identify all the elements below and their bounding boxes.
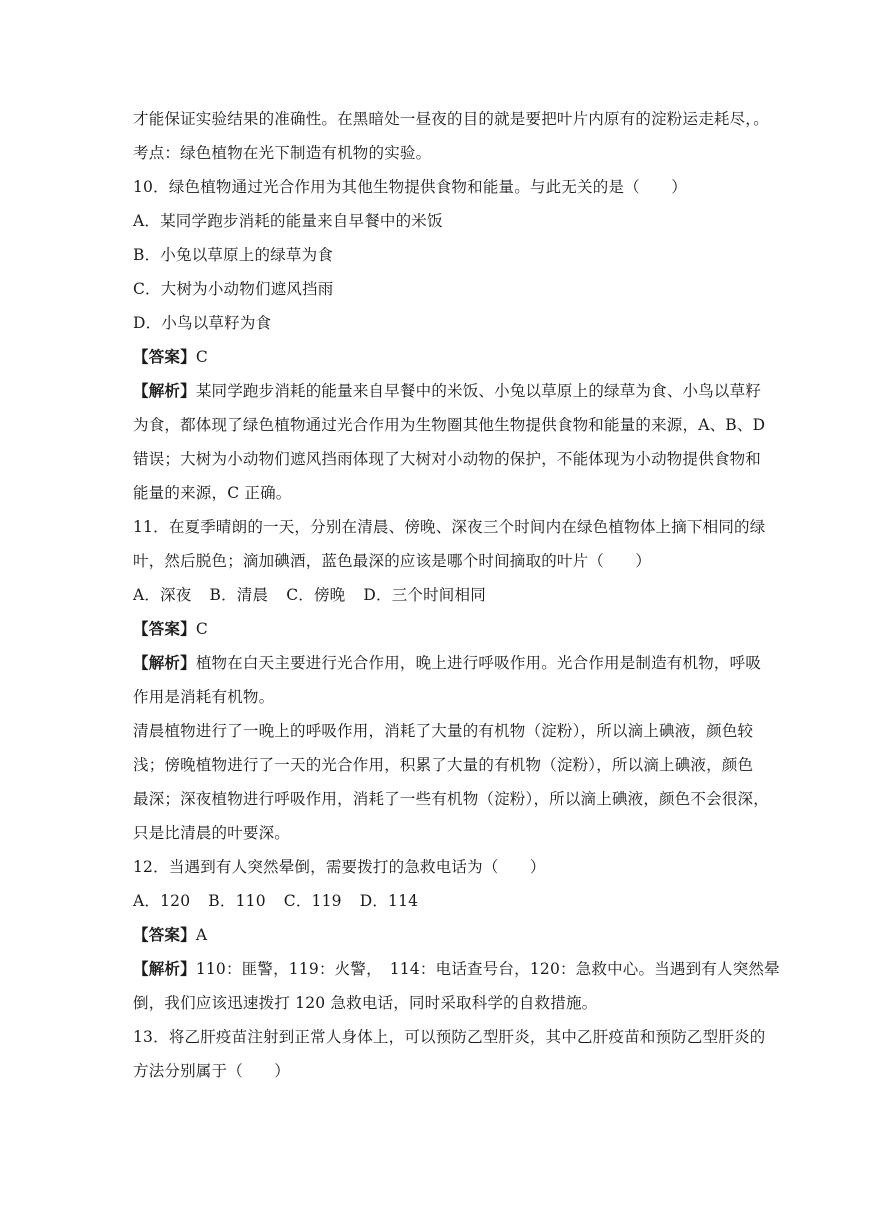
q10-option-c: C．大树为小动物们遮风挡雨 [133,280,334,298]
q13-question: 方法分别属于（ ） [133,1062,291,1080]
q13-question: 13．将乙肝疫苗注射到正常人身体上，可以预防乙型肝炎，其中乙肝疫苗和预防乙型肝炎的 [133,1028,766,1046]
analysis-label: 【解析】 [133,381,196,400]
answer-value: A [195,926,208,944]
q12-answer [133,918,743,952]
answer-value: C [195,348,208,366]
q12-analysis-line [133,952,780,986]
q11-analysis-line: 最深；深夜植物进行呼吸作用，消耗了一些有机物（淀粉），所以滴上碘液，颜色不会很深， [133,790,769,808]
q11-options [133,578,743,612]
q11-analysis-line: 清晨植物进行了一晚上的呼吸作用，消耗了大量的有机物（淀粉），所以滴上碘液，颜色较 [133,722,754,740]
q10-analysis-line: 错误；大树为小动物们遮风挡雨体现了大树对小动物的保护，不能体现为小动物提供食物和 [133,450,762,468]
q10-answer [133,340,743,374]
q11-option-c: C．傍晚 [286,586,346,604]
q10-question: 10．绿色植物通过光合作用为其他生物提供食物和能量。与此无关的是（ ） [133,178,687,196]
q11-option-a: A．深夜 [133,586,192,604]
analysis-text: 植物在白天主要进行光合作用，晚上进行呼吸作用。光合作用是制造有机物，呼吸 [195,654,762,672]
q11-answer [133,612,743,646]
answer-label: 【答案】 [133,619,196,638]
q11-analysis-line: 浅；傍晚植物进行了一天的光合作用，积累了大量的有机物（淀粉），所以滴上碘液，颜色 [133,756,754,774]
analysis-label: 【解析】 [133,959,196,978]
document-page [133,102,780,1088]
kaodian-line: 考点：绿色植物在光下制造有机物的实验。 [133,144,432,162]
q10-analysis-line: 为食，都体现了绿色植物通过光合作用为生物圈其他生物提供食物和能量的来源，A、B、D [133,416,766,434]
q11-analysis-line: 作用是消耗有机物。 [133,688,275,706]
analysis-text: 110：匪警，119：火警， 114：电话查号台，120：急救中心。当遇到有人突然晕 [195,960,780,978]
q12-option-a: A．120 [133,892,191,910]
q10-analysis-line: 能量的来源，C 正确。 [133,484,292,502]
q12-options [133,884,743,918]
analysis-text: 某同学跑步消耗的能量来自早餐中的米饭、小兔以草原上的绿草为食、小鸟以草籽 [195,382,762,400]
q12-question: 12．当遇到有人突然晕倒，需要拨打的急救电话为（ ） [133,858,546,876]
q10-analysis-line [133,374,762,408]
q12-option-d: D．114 [359,892,419,910]
answer-label: 【答案】 [133,925,196,944]
q11-question: 11．在夏季晴朗的一天，分别在清晨、傍晚、深夜三个时间内在绿色植物体上摘下相同的绿 [133,518,766,536]
q11-option-b: B．清晨 [209,586,269,604]
q12-option-b: B．110 [208,892,266,910]
q12-option-c: C．119 [283,892,342,910]
q11-question: 叶，然后脱色；滴加碘酒，蓝色最深的应该是哪个时间摘取的叶片（ ） [133,552,652,570]
q10-option-d: D．小鸟以草籽为食 [133,314,272,332]
text-line: 才能保证实验结果的准确性。在黑暗处一昼夜的目的就是要把叶片内原有的淀粉运走耗尽，。 [133,110,769,128]
q10-option-a: A．某同学跑步消耗的能量来自早餐中的米饭 [133,212,443,230]
analysis-label: 【解析】 [133,653,196,672]
q11-option-d: D．三个时间相同 [363,586,486,604]
q10-option-b: B．小兔以草原上的绿草为食 [133,246,333,264]
q11-analysis-line [133,646,762,680]
answer-label: 【答案】 [133,347,196,366]
q11-analysis-line: 只是比清晨的叶要深。 [133,824,291,842]
answer-value: C [195,620,208,638]
q12-analysis-line: 倒，我们应该迅速拨打 120 急救电话，同时采取科学的自救措施。 [133,994,598,1012]
